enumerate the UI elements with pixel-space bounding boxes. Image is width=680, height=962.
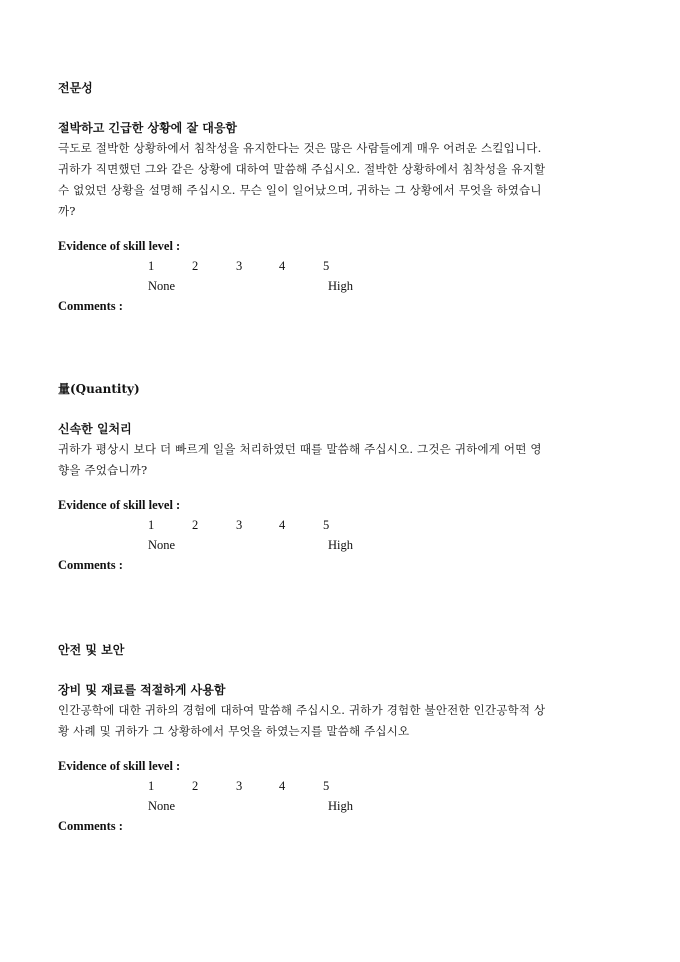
scale-3: 3: [236, 518, 243, 532]
evidence-label: Evidence of skill level :: [58, 239, 181, 253]
question-text: [58, 700, 628, 742]
scale-5: 5: [323, 259, 330, 273]
section-title: 전문성: [58, 81, 93, 95]
scale-4: 4: [279, 518, 286, 532]
question-line: 수 없었던 상황을 설명해 주십시오. 무슨 일이 일어났으며, 귀하는 그 상황에서 무엇을 하였습니: [58, 183, 542, 197]
section-expertise: [58, 79, 628, 316]
scale-3: 3: [236, 779, 243, 793]
scale-high-label: High: [328, 279, 353, 293]
scale-low-label: None: [148, 799, 176, 813]
question-line: 극도로 절박한 상황하에서 침착성을 유지한다는 것은 많은 사람들에게 매우 어려운 스킬입니다.: [58, 141, 542, 155]
scale-2: 2: [192, 259, 199, 273]
comments-label: Comments :: [58, 819, 123, 833]
scale-2: 2: [192, 779, 199, 793]
question-line: 인간공학에 대한 귀하의 경험에 대하여 말씀해 주십시오. 귀하가 경험한 불안전한 인간공학적 상: [58, 703, 546, 717]
question-text: [58, 439, 628, 481]
scale-low-label: None: [148, 538, 176, 552]
rating-scale: [58, 515, 628, 535]
rating-scale: [58, 256, 628, 276]
scale-low-label: None: [148, 279, 176, 293]
section-quantity: [58, 380, 628, 575]
scale-1: 1: [148, 779, 155, 793]
section-title: 量(Quantity): [58, 382, 140, 396]
evidence-label: Evidence of skill level :: [58, 498, 181, 512]
question-text: [58, 138, 628, 222]
competency-title: 신속한 일처리: [58, 422, 132, 436]
scale-anchors: [58, 796, 628, 816]
scale-4: 4: [279, 259, 286, 273]
section-safety: [58, 641, 628, 836]
scale-5: 5: [323, 779, 330, 793]
scale-1: 1: [148, 259, 155, 273]
question-line: 향을 주었습니까?: [58, 463, 148, 477]
question-line: 귀하가 평상시 보다 더 빠르게 일을 처리하였던 때를 말씀해 주십시오. 그것은 귀하에게 어떤 영: [58, 442, 542, 456]
comments-label: Comments :: [58, 558, 123, 572]
scale-2: 2: [192, 518, 199, 532]
question-line: 황 사례 및 귀하가 그 상황하에서 무엇을 하였는지를 말씀해 주십시오: [58, 724, 410, 738]
rating-scale: [58, 776, 628, 796]
section-title: 안전 및 보안: [58, 643, 125, 657]
competency-title: 장비 및 재료를 적절하게 사용함: [58, 683, 226, 697]
scale-anchors: [58, 276, 628, 296]
scale-4: 4: [279, 779, 286, 793]
evidence-label: Evidence of skill level :: [58, 759, 181, 773]
scale-anchors: [58, 535, 628, 555]
scale-5: 5: [323, 518, 330, 532]
question-line: 귀하가 직면했던 그와 같은 상황에 대하여 말씀해 주십시오. 절박한 상황하에서 침착성을 유지할: [58, 162, 546, 176]
scale-high-label: High: [328, 538, 353, 552]
scale-1: 1: [148, 518, 155, 532]
comments-label: Comments :: [58, 299, 123, 313]
question-line: 까?: [58, 204, 76, 218]
scale-3: 3: [236, 259, 243, 273]
scale-high-label: High: [328, 799, 353, 813]
competency-title: 절박하고 긴급한 상황에 잘 대응함: [58, 121, 238, 135]
